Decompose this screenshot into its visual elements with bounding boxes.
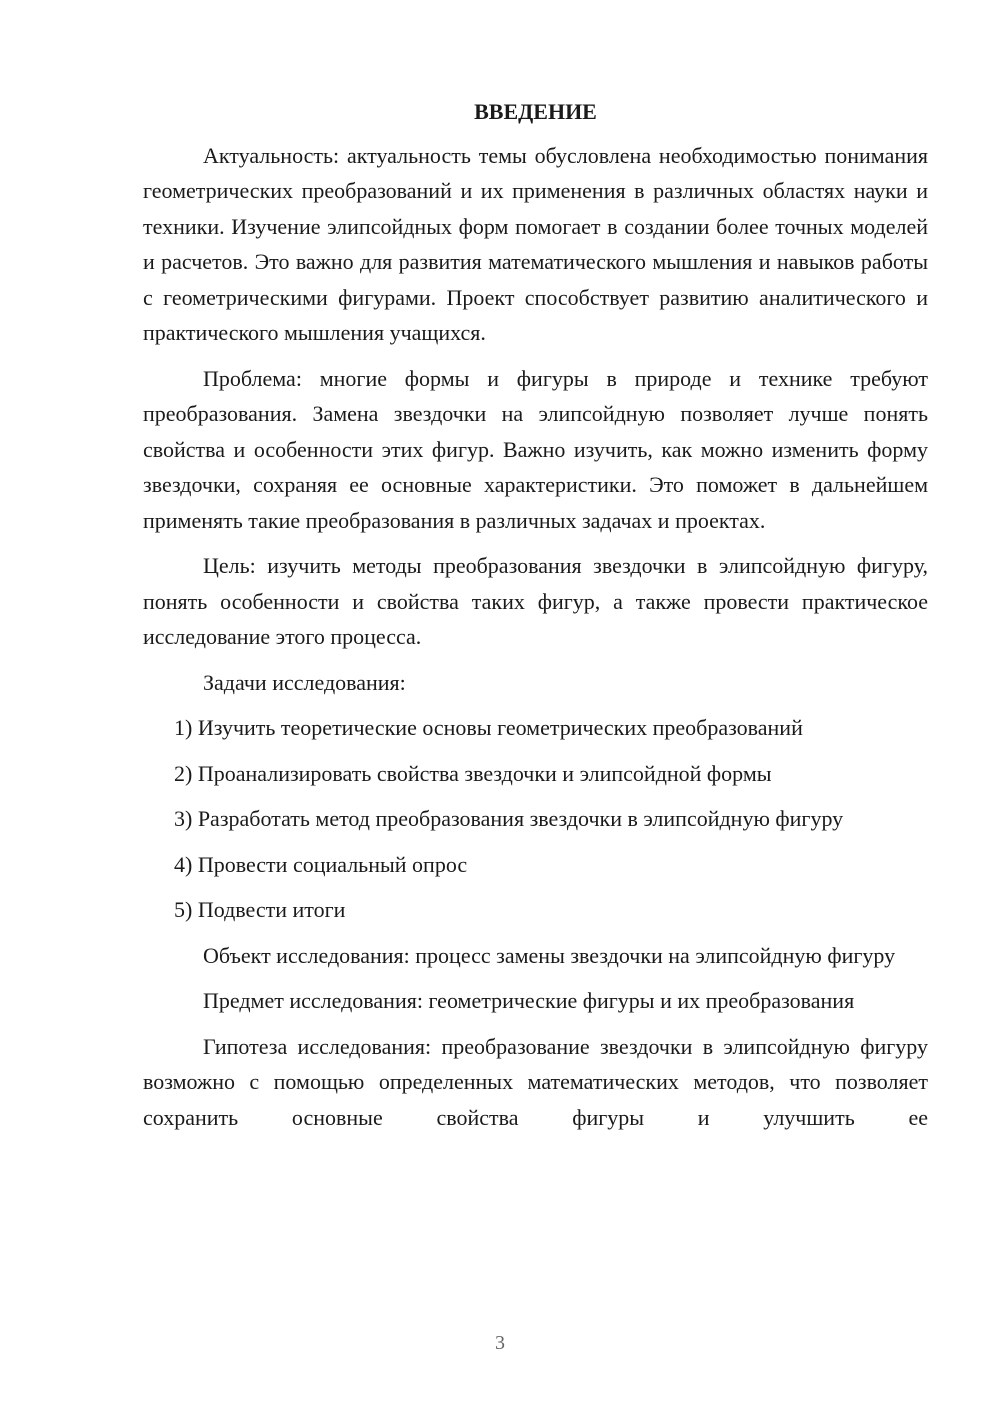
relevance-paragraph: Актуальность: актуальность темы обусловлена необходимостью понимания геометрических преобразований и их применения в различных областях науки и техники. Изучение элипсойдных форм помогает в создании более точных моделей и расчетов. Это важно для развития математического мышления и навыков работы с геометрическими фигурами. Проект способствует развитию аналитического и практического мышления учащихся. [143, 142, 928, 345]
subject-paragraph: Предмет исследования: геометрические фигуры и их преобразования [203, 988, 855, 1013]
task-item-4: 4) Провести социальный опрос [174, 851, 468, 877]
object-paragraph: Объект исследования: процесс замены звездочки на элипсойдную фигуру [203, 942, 896, 968]
task-item-1: 1) Изучить теоретические основы геометрических преобразований [174, 715, 803, 740]
page-title: ВВЕДЕНИЕ [474, 99, 597, 124]
goal-paragraph: Цель: изучить методы преобразования звездочки в элипсойдную фигуру, понять особенности и свойства таких фигур, а также провести практическое исследование этого процесса. [143, 553, 928, 649]
task-item-2: 2) Проанализировать свойства звездочки и элипсойдной формы [174, 760, 772, 786]
document-page [143, 94, 928, 1145]
task-item-5: 5) Подвести итоги [174, 897, 346, 922]
task-item-3: 3) Разработать метод преобразования звездочки в элипсойдную фигуру [174, 806, 844, 831]
problem-paragraph: Проблема: многие формы и фигуры в природе и технике требуют преобразования. Замена звездочки на элипсойдную позволяет лучше понять свойства и особенности этих фигур. Важно изучить, как можно изменить форму звездочки, сохраняя ее основные характеристики. Это поможет в дальнейшем применять такие преобразования в различных задачах и проектах. [143, 365, 928, 533]
tasks-heading: Задачи исследования: [203, 669, 406, 695]
hypothesis-paragraph: Гипотеза исследования: преобразование звездочки в элипсойдную фигуру возможно с помощью определенных математических методов, что позволяет сохранить основные свойства фигуры и улучшить ее [143, 1033, 928, 1130]
page-number: 3 [495, 1332, 505, 1354]
